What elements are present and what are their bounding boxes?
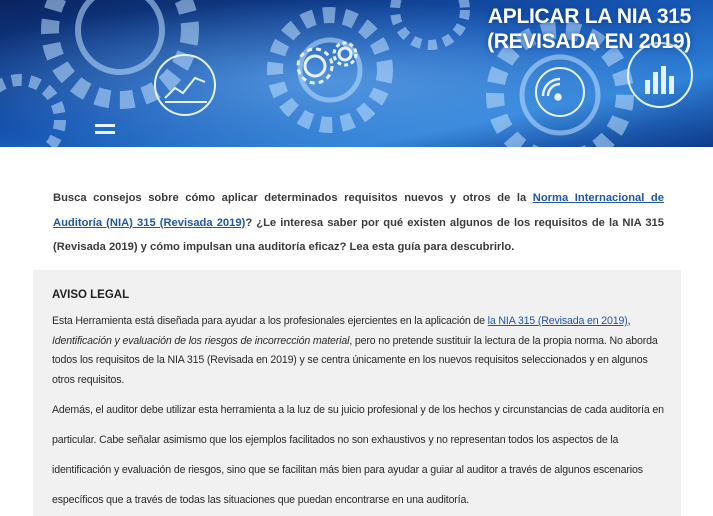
banner-title-line-2: (REVISADA EN 2019) [487,30,691,53]
intro-paragraph [53,186,664,260]
p1-text-end: , pero no pretende sustituir la lectura de la propia norma. No aborda todos los requisitos de la NIA 315 (Revisada en 2019) y se centra únicamente en los nuevos requisitos seleccionados y en algunos otros requisitos. [52,334,658,386]
p1-comma: , [627,315,631,327]
intro-text-end: ? ¿Le interesa saber por qué existen algunos de los requisitos de la NIA 315 (Revisada 2019) y cómo impulsan una auditoría eficaz? Lea esta guía para descubrirlo. [53,216,664,253]
legal-notice-paragraph-1 [52,312,666,390]
intro-text-start: Busca consejos sobre cómo aplicar determinados requisitos nuevos y otros de la [53,192,533,204]
legal-notice-title: AVISO LEGAL [52,289,130,301]
legal-notice-box [33,270,681,516]
legal-notice-paragraph-2: Además, el auditor debe utilizar esta herramienta a la luz de su juicio profesional y de los hechos y circunstancias de cada auditoría en particular. Cabe señalar asimismo que los ejemplos facilitados no son exhaustivos y no representan todos los aspectos de la identificación y evaluación de riesgos, sino que se facilitan más bien para ayudar a guiar al auditor a través de algunos escenarios específicos que a través de todas las situaciones que puedan encontrarse en una auditoría. [52,404,664,506]
nia-315-link[interactable]: Norma Internacional de Auditoría (NIA) 315 (Revisada 2019) [53,192,664,229]
banner-title [487,4,691,54]
p1-italic-title: Identificación y evaluación de los riesgos de incorrección material [52,334,350,347]
nia-315-revisada-link[interactable]: la NIA 315 (Revisada en 2019) [487,315,628,327]
p1-text-start: Esta Herramienta está diseñada para ayudar a los profesionales ejercientes en la aplicación de [52,315,488,327]
banner-title-line-1: APLICAR LA NIA 315 [487,5,691,28]
header-banner [0,0,713,147]
